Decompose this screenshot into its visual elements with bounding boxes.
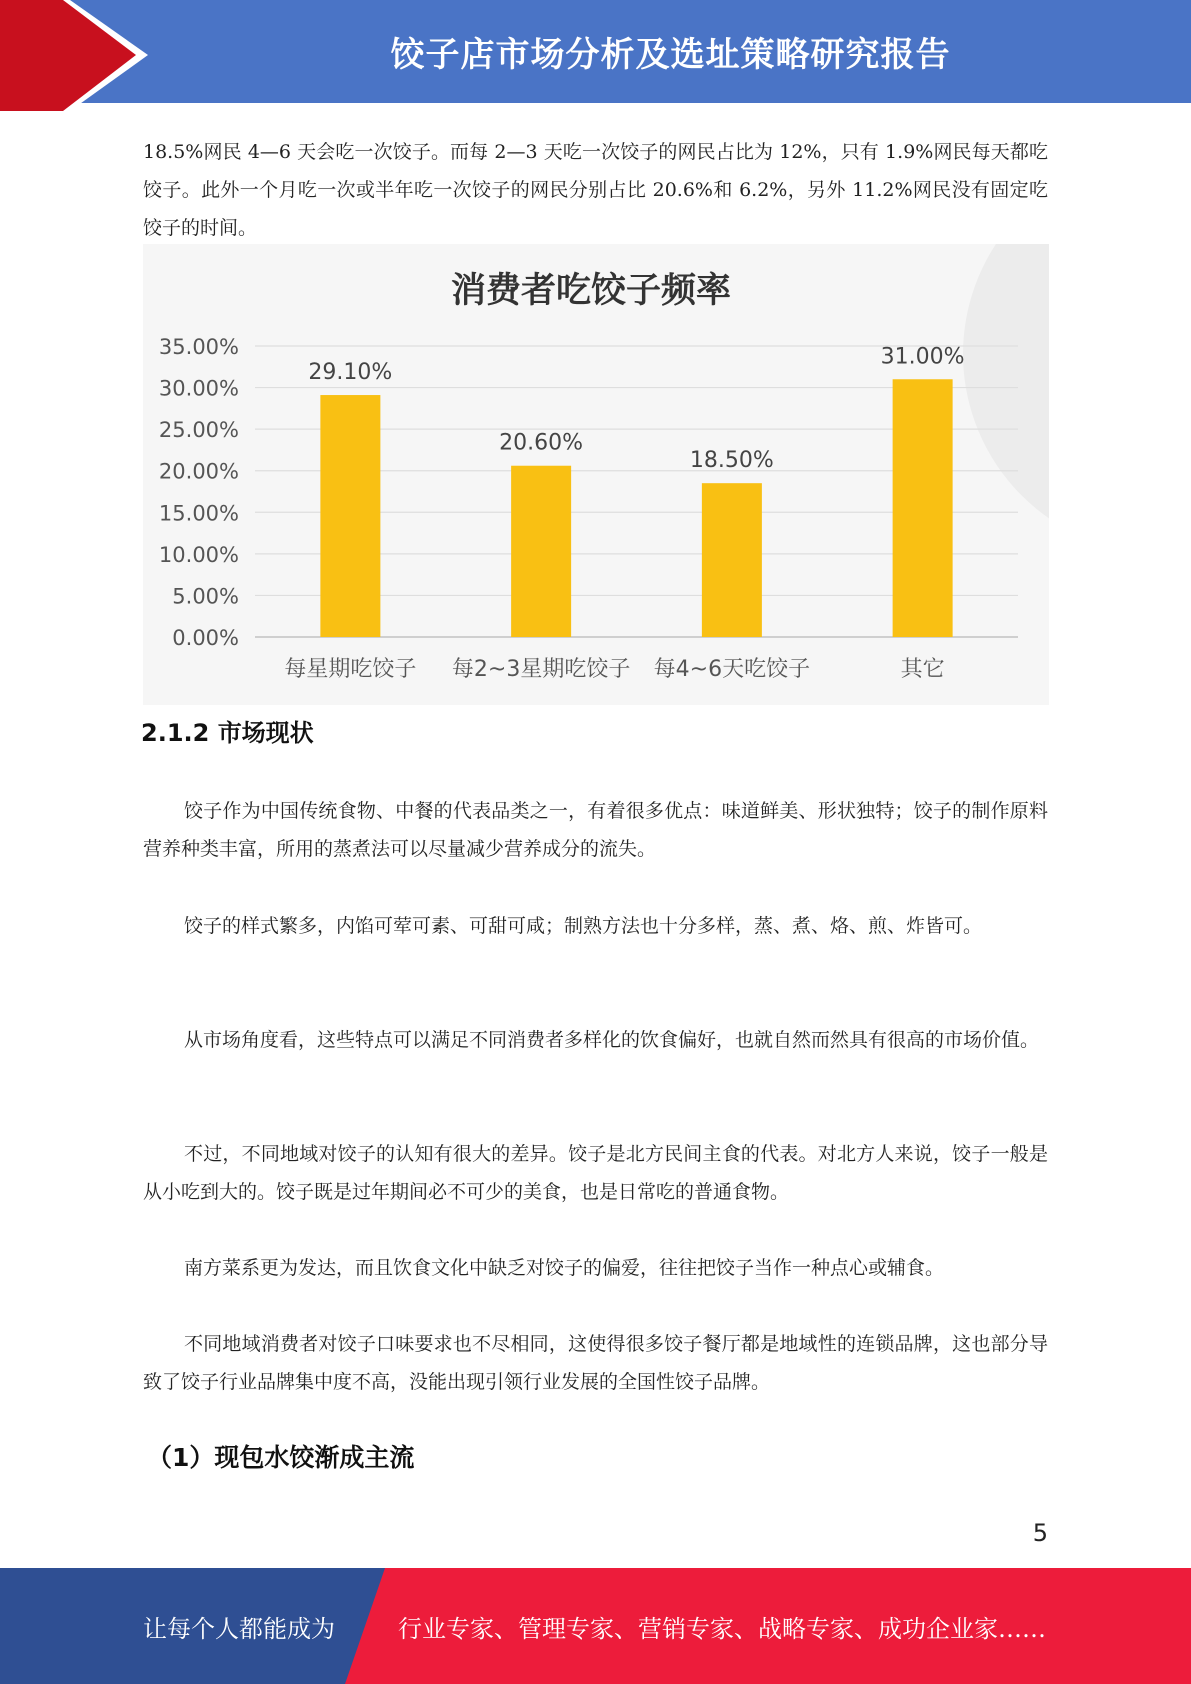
chart-title: 消费者吃饺子频率 <box>450 270 732 311</box>
bar <box>893 379 953 637</box>
y-tick-label: 25.00% <box>158 418 239 443</box>
paragraph-4: 不过，不同地域对饺子的认知有很大的差异。饺子是北方民间主食的代表。对北方人来说，饺子一般是从小吃到大的。饺子既是过年期间必不可少的美食，也是日常吃的普通食物。 <box>143 1143 1048 1203</box>
bar <box>702 483 762 637</box>
frequency-chart <box>143 244 1049 705</box>
chart-background-decoration <box>963 244 1049 554</box>
paragraph-6: 不同地域消费者对饺子口味要求也不尽相同，这使得很多饺子餐厅都是地域性的连锁品牌，这也部分导致了饺子行业品牌集中度不高，没能出现引领行业发展的全国性饺子品牌。 <box>143 1333 1048 1393</box>
footer-slogan-left: 让每个人都能成为 <box>143 1614 335 1643</box>
y-tick-label: 15.00% <box>158 501 239 526</box>
bar-data-label: 18.50% <box>689 448 774 474</box>
paragraph-3: 从市场角度看，这些特点可以满足不同消费者多样化的饮食偏好，也就自然而然具有很高的市场价值。 <box>184 1029 1040 1051</box>
section-heading: 2.1.2 市场现状 <box>141 719 314 747</box>
y-tick-label: 30.00% <box>158 376 239 401</box>
header-arrow-red <box>0 0 136 111</box>
bar <box>320 395 380 637</box>
paragraph-2: 饺子的样式繁多，内馅可荤可素、可甜可咸；制熟方法也十分多样，蒸、煮、烙、煎、炸皆可。 <box>184 915 983 937</box>
y-tick-label: 35.00% <box>158 335 239 359</box>
page-footer <box>0 1568 1191 1684</box>
paragraph-5: 南方菜系更为发达，而且饮食文化中缺乏对饺子的偏爱，往往把饺子当作一种点心或辅食。 <box>184 1257 945 1279</box>
intro-paragraph: 18.5%网民 4—6 天会吃一次饺子。而每 2—3 天吃一次饺子的网民占比为 12%，只有 1.9%网民每天都吃饺子。此外一个月吃一次或半年吃一次饺子的网民分别占比 20.6%和 6.2%，另外 11.2%网民没有固定吃饺子的时间。 <box>143 141 1048 239</box>
y-tick-label: 5.00% <box>172 584 239 609</box>
x-category-label: 每2~3星期吃饺子 <box>451 657 631 682</box>
bar-data-label: 31.00% <box>880 344 965 370</box>
bar-data-label: 20.60% <box>499 430 584 456</box>
x-category-label: 每4~6天吃饺子 <box>653 657 811 682</box>
bar <box>511 466 571 637</box>
bar-data-label: 29.10% <box>308 360 393 386</box>
chart-canvas <box>143 244 1049 705</box>
subheading: （1）现包水饺渐成主流 <box>147 1443 415 1472</box>
page-number: 5 <box>1032 1519 1048 1547</box>
y-tick-label: 20.00% <box>158 459 239 484</box>
page-header <box>0 0 1191 111</box>
paragraph-1: 饺子作为中国传统食物、中餐的代表品类之一，有着很多优点：味道鲜美、形状独特；饺子的制作原料营养种类丰富，所用的蒸煮法可以尽量减少营养成分的流失。 <box>143 800 1048 860</box>
y-tick-label: 10.00% <box>158 542 239 567</box>
x-category-label: 其它 <box>900 657 945 682</box>
footer-slogan-right: 行业专家、管理专家、营销专家、战略专家、成功企业家…… <box>398 1614 1046 1643</box>
y-tick-label: 0.00% <box>172 626 239 650</box>
x-category-label: 每星期吃饺子 <box>284 657 417 682</box>
header-title: 饺子店市场分析及选址策略研究报告 <box>390 35 951 75</box>
